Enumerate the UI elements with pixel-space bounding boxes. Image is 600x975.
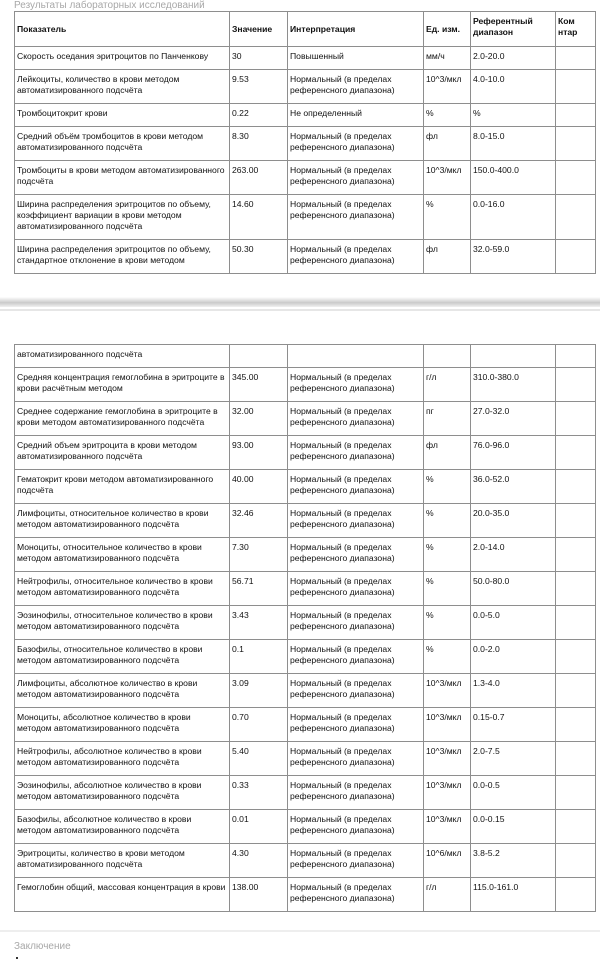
unit-cell: % bbox=[424, 538, 471, 572]
value-cell: 5.40 bbox=[230, 742, 288, 776]
comment-cell bbox=[556, 161, 596, 195]
lab-results-table-page-1 bbox=[14, 11, 596, 274]
comment-cell bbox=[556, 708, 596, 742]
unit-cell: % bbox=[424, 195, 471, 240]
comment-cell bbox=[556, 345, 596, 368]
unit-cell: % bbox=[424, 504, 471, 538]
header-value: Значение bbox=[230, 12, 288, 47]
comment-cell bbox=[556, 368, 596, 402]
interpretation-cell: Нормальный (в пределах референсного диапазона) bbox=[288, 161, 424, 195]
comment-cell bbox=[556, 402, 596, 436]
unit-cell: фл bbox=[424, 127, 471, 161]
conclusion-text bbox=[16, 957, 18, 959]
indicator-cell: Тромбоциты в крови методом автоматизированного подсчёта bbox=[15, 161, 230, 195]
comment-cell bbox=[556, 104, 596, 127]
interpretation-cell: Нормальный (в пределах референсного диапазона) bbox=[288, 240, 424, 274]
table-row bbox=[15, 742, 596, 776]
value-cell: 263.00 bbox=[230, 161, 288, 195]
indicator-cell: Базофилы, относительное количество в крови методом автоматизированного подсчёта bbox=[15, 640, 230, 674]
comment-cell bbox=[556, 674, 596, 708]
comment-cell bbox=[556, 47, 596, 70]
indicator-cell: Ширина распределения эритроцитов по объему, коэффициент вариации в крови методом автоматизированного подсчёта bbox=[15, 195, 230, 240]
reference-range-cell: 4.0-10.0 bbox=[471, 70, 556, 104]
interpretation-cell: Нормальный (в пределах референсного диапазона) bbox=[288, 195, 424, 240]
reference-range-cell: 50.0-80.0 bbox=[471, 572, 556, 606]
value-cell bbox=[230, 345, 288, 368]
indicator-cell: Лимфоциты, относительное количество в крови методом автоматизированного подсчёта bbox=[15, 504, 230, 538]
indicator-cell: Моноциты, абсолютное количество в крови методом автоматизированного подсчёта bbox=[15, 708, 230, 742]
indicator-cell: Лимфоциты, абсолютное количество в крови методом автоматизированного подсчёта bbox=[15, 674, 230, 708]
unit-cell: % bbox=[424, 606, 471, 640]
indicator-cell: Средняя концентрация гемоглобина в эритроците в крови расчётным методом bbox=[15, 368, 230, 402]
table-row bbox=[15, 606, 596, 640]
comment-cell bbox=[556, 70, 596, 104]
reference-range-cell: 0.0-5.0 bbox=[471, 606, 556, 640]
table-row bbox=[15, 504, 596, 538]
interpretation-cell: Нормальный (в пределах референсного диапазона) bbox=[288, 127, 424, 161]
interpretation-cell: Нормальный (в пределах референсного диапазона) bbox=[288, 776, 424, 810]
reference-range-cell: 2.0-14.0 bbox=[471, 538, 556, 572]
interpretation-cell: Нормальный (в пределах референсного диапазона) bbox=[288, 572, 424, 606]
section-title-conclusion: Заключение bbox=[14, 941, 71, 952]
indicator-cell: Гематокрит крови методом автоматизированного подсчёта bbox=[15, 470, 230, 504]
value-cell: 8.30 bbox=[230, 127, 288, 161]
indicator-cell: Базофилы, абсолютное количество в крови методом автоматизированного подсчёта bbox=[15, 810, 230, 844]
value-cell: 0.33 bbox=[230, 776, 288, 810]
interpretation-cell: Нормальный (в пределах референсного диапазона) bbox=[288, 470, 424, 504]
value-cell: 93.00 bbox=[230, 436, 288, 470]
table-row bbox=[15, 161, 596, 195]
reference-range-cell: 1.3-4.0 bbox=[471, 674, 556, 708]
indicator-cell: автоматизированного подсчёта bbox=[15, 345, 230, 368]
reference-range-cell: 8.0-15.0 bbox=[471, 127, 556, 161]
unit-cell: 10^3/мкл bbox=[424, 742, 471, 776]
unit-cell: % bbox=[424, 470, 471, 504]
table-row bbox=[15, 674, 596, 708]
value-cell: 14.60 bbox=[230, 195, 288, 240]
table-header-row bbox=[15, 12, 596, 47]
indicator-cell: Нейтрофилы, абсолютное количество в крови методом автоматизированного подсчёта bbox=[15, 742, 230, 776]
reference-range-cell: 310.0-380.0 bbox=[471, 368, 556, 402]
table-row bbox=[15, 104, 596, 127]
table-row bbox=[15, 844, 596, 878]
indicator-cell: Гемоглобин общий, массовая концентрация в крови bbox=[15, 878, 230, 912]
comment-cell bbox=[556, 640, 596, 674]
indicator-cell: Скорость оседания эритроцитов по Панченкову bbox=[15, 47, 230, 70]
reference-range-cell: 0.15-0.7 bbox=[471, 708, 556, 742]
reference-range-cell: 20.0-35.0 bbox=[471, 504, 556, 538]
reference-range-cell: 2.0-20.0 bbox=[471, 47, 556, 70]
reference-range-cell: 150.0-400.0 bbox=[471, 161, 556, 195]
value-cell: 0.01 bbox=[230, 810, 288, 844]
section-title-lab-results: Результаты лабораторных исследований bbox=[14, 0, 205, 11]
reference-range-cell: 36.0-52.0 bbox=[471, 470, 556, 504]
interpretation-cell bbox=[288, 345, 424, 368]
comment-cell bbox=[556, 742, 596, 776]
interpretation-cell: Нормальный (в пределах референсного диапазона) bbox=[288, 878, 424, 912]
comment-cell bbox=[556, 776, 596, 810]
header-comment: Ком нтар bbox=[556, 12, 596, 47]
table-body-page-1 bbox=[15, 47, 596, 274]
comment-cell bbox=[556, 195, 596, 240]
comment-cell bbox=[556, 504, 596, 538]
value-cell: 0.70 bbox=[230, 708, 288, 742]
indicator-cell: Нейтрофилы, относительное количество в крови методом автоматизированного подсчёта bbox=[15, 572, 230, 606]
value-cell: 0.22 bbox=[230, 104, 288, 127]
unit-cell: % bbox=[424, 640, 471, 674]
table-row bbox=[15, 402, 596, 436]
section-divider bbox=[0, 930, 600, 932]
lab-results-table-page-2 bbox=[14, 344, 596, 912]
interpretation-cell: Нормальный (в пределах референсного диапазона) bbox=[288, 810, 424, 844]
indicator-cell: Ширина распределения эритроцитов по объему, стандартное отклонение в крови методом bbox=[15, 240, 230, 274]
table-row bbox=[15, 810, 596, 844]
interpretation-cell: Нормальный (в пределах референсного диапазона) bbox=[288, 708, 424, 742]
unit-cell: пг bbox=[424, 402, 471, 436]
indicator-cell: Лейкоциты, количество в крови методом автоматизированного подсчёта bbox=[15, 70, 230, 104]
page-break-separator bbox=[0, 297, 600, 307]
value-cell: 50.30 bbox=[230, 240, 288, 274]
table-row bbox=[15, 708, 596, 742]
indicator-cell: Средний объём тромбоцитов в крови методом автоматизированного подсчёта bbox=[15, 127, 230, 161]
unit-cell: 10^3/мкл bbox=[424, 161, 471, 195]
value-cell: 56.71 bbox=[230, 572, 288, 606]
interpretation-cell: Нормальный (в пределах референсного диапазона) bbox=[288, 368, 424, 402]
indicator-cell: Среднее содержание гемоглобина в эритроците в крови методом автоматизированного подсчёта bbox=[15, 402, 230, 436]
unit-cell: г/л bbox=[424, 368, 471, 402]
indicator-cell: Эозинофилы, относительное количество в крови методом автоматизированного подсчёта bbox=[15, 606, 230, 640]
table-row bbox=[15, 470, 596, 504]
interpretation-cell: Нормальный (в пределах референсного диапазона) bbox=[288, 402, 424, 436]
reference-range-cell: 3.8-5.2 bbox=[471, 844, 556, 878]
unit-cell: 10^3/мкл bbox=[424, 776, 471, 810]
header-indicator: Показатель bbox=[15, 12, 230, 47]
value-cell: 32.00 bbox=[230, 402, 288, 436]
unit-cell: 10^3/мкл bbox=[424, 70, 471, 104]
table-row bbox=[15, 127, 596, 161]
value-cell: 345.00 bbox=[230, 368, 288, 402]
reference-range-cell: 0.0-2.0 bbox=[471, 640, 556, 674]
value-cell: 138.00 bbox=[230, 878, 288, 912]
reference-range-cell: 27.0-32.0 bbox=[471, 402, 556, 436]
reference-range-cell: 32.0-59.0 bbox=[471, 240, 556, 274]
comment-cell bbox=[556, 538, 596, 572]
table-body-page-2 bbox=[15, 345, 596, 912]
unit-cell: мм/ч bbox=[424, 47, 471, 70]
interpretation-cell: Нормальный (в пределах референсного диапазона) bbox=[288, 844, 424, 878]
value-cell: 4.30 bbox=[230, 844, 288, 878]
reference-range-cell: 2.0-7.5 bbox=[471, 742, 556, 776]
value-cell: 9.53 bbox=[230, 70, 288, 104]
comment-cell bbox=[556, 606, 596, 640]
value-cell: 32.46 bbox=[230, 504, 288, 538]
table-row bbox=[15, 195, 596, 240]
reference-range-cell: 76.0-96.0 bbox=[471, 436, 556, 470]
unit-cell bbox=[424, 345, 471, 368]
table-row bbox=[15, 640, 596, 674]
unit-cell: фл bbox=[424, 436, 471, 470]
comment-cell bbox=[556, 127, 596, 161]
table-row bbox=[15, 572, 596, 606]
table-row bbox=[15, 70, 596, 104]
value-cell: 40.00 bbox=[230, 470, 288, 504]
comment-cell bbox=[556, 844, 596, 878]
table-row bbox=[15, 878, 596, 912]
table-row bbox=[15, 240, 596, 274]
unit-cell: % bbox=[424, 104, 471, 127]
table-row bbox=[15, 436, 596, 470]
unit-cell: 10^3/мкл bbox=[424, 708, 471, 742]
interpretation-cell: Нормальный (в пределах референсного диапазона) bbox=[288, 742, 424, 776]
interpretation-cell: Повышенный bbox=[288, 47, 424, 70]
reference-range-cell: 0.0-0.15 bbox=[471, 810, 556, 844]
comment-cell bbox=[556, 470, 596, 504]
interpretation-cell: Не определенный bbox=[288, 104, 424, 127]
comment-cell bbox=[556, 572, 596, 606]
interpretation-cell: Нормальный (в пределах референсного диапазона) bbox=[288, 606, 424, 640]
interpretation-cell: Нормальный (в пределах референсного диапазона) bbox=[288, 640, 424, 674]
value-cell: 30 bbox=[230, 47, 288, 70]
indicator-cell: Моноциты, относительное количество в крови методом автоматизированного подсчёта bbox=[15, 538, 230, 572]
interpretation-cell: Нормальный (в пределах референсного диапазона) bbox=[288, 436, 424, 470]
reference-range-cell: 0.0-0.5 bbox=[471, 776, 556, 810]
value-cell: 3.43 bbox=[230, 606, 288, 640]
interpretation-cell: Нормальный (в пределах референсного диапазона) bbox=[288, 538, 424, 572]
table-row bbox=[15, 47, 596, 70]
unit-cell: фл bbox=[424, 240, 471, 274]
table-row bbox=[15, 368, 596, 402]
header-reference-range: Референтный диапазон bbox=[471, 12, 556, 47]
header-unit: Ед. изм. bbox=[424, 12, 471, 47]
comment-cell bbox=[556, 878, 596, 912]
table-row bbox=[15, 776, 596, 810]
indicator-cell: Средний объем эритроцита в крови методом автоматизированного подсчёта bbox=[15, 436, 230, 470]
reference-range-cell: 0.0-16.0 bbox=[471, 195, 556, 240]
reference-range-cell: % bbox=[471, 104, 556, 127]
interpretation-cell: Нормальный (в пределах референсного диапазона) bbox=[288, 674, 424, 708]
value-cell: 0.1 bbox=[230, 640, 288, 674]
unit-cell: 10^6/мкл bbox=[424, 844, 471, 878]
interpretation-cell: Нормальный (в пределах референсного диапазона) bbox=[288, 504, 424, 538]
unit-cell: 10^3/мкл bbox=[424, 810, 471, 844]
unit-cell: г/л bbox=[424, 878, 471, 912]
header-interpretation: Интерпретация bbox=[288, 12, 424, 47]
reference-range-cell: 115.0-161.0 bbox=[471, 878, 556, 912]
value-cell: 7.30 bbox=[230, 538, 288, 572]
table-row bbox=[15, 538, 596, 572]
indicator-cell: Тромбоцитокрит крови bbox=[15, 104, 230, 127]
comment-cell bbox=[556, 240, 596, 274]
unit-cell: % bbox=[424, 572, 471, 606]
indicator-cell: Эозинофилы, абсолютное количество в крови методом автоматизированного подсчёта bbox=[15, 776, 230, 810]
comment-cell bbox=[556, 436, 596, 470]
interpretation-cell: Нормальный (в пределах референсного диапазона) bbox=[288, 70, 424, 104]
value-cell: 3.09 bbox=[230, 674, 288, 708]
comment-cell bbox=[556, 810, 596, 844]
table-row bbox=[15, 345, 596, 368]
page-break-line bbox=[0, 309, 600, 311]
indicator-cell: Эритроциты, количество в крови методом автоматизированного подсчёта bbox=[15, 844, 230, 878]
unit-cell: 10^3/мкл bbox=[424, 674, 471, 708]
reference-range-cell bbox=[471, 345, 556, 368]
